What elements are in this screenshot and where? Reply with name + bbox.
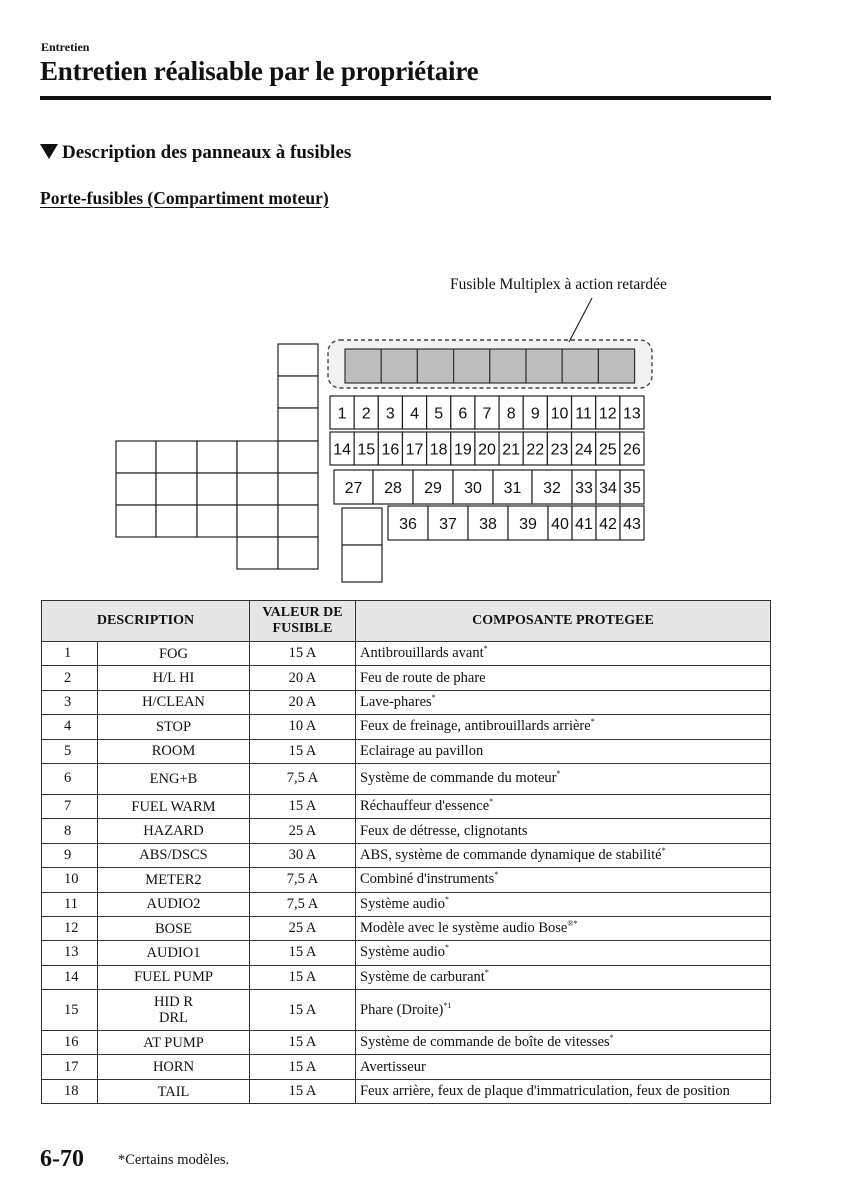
cell-component xyxy=(356,666,771,690)
fuse-number-label: 36 xyxy=(399,516,417,533)
cell-number: 5 xyxy=(42,739,98,763)
fuse-number-label: 40 xyxy=(551,516,569,533)
table-row xyxy=(42,642,771,666)
fuse-number-label: 16 xyxy=(381,441,400,459)
component-text: Réchauffeur d'essence xyxy=(360,798,490,815)
fuse-number-label: 28 xyxy=(384,480,402,497)
cell-number: 16 xyxy=(42,1031,98,1055)
multiplex-fuse-slot xyxy=(562,349,598,383)
component-text: Avertisseur xyxy=(360,1058,426,1075)
relay-slot xyxy=(278,408,318,441)
relay-slot xyxy=(156,441,197,473)
component-text: Feux arrière, feux de plaque d'immatriculation, feux de position xyxy=(360,1083,730,1100)
cell-fuse-name: HORN xyxy=(98,1055,250,1079)
table-row xyxy=(42,666,771,690)
relay-slot xyxy=(237,473,278,505)
header-description: DESCRIPTION xyxy=(42,601,250,642)
header-valeur-line1: VALEUR DE xyxy=(262,605,343,620)
component-text: Combiné d'instruments xyxy=(360,871,495,888)
fuse-number-label: 21 xyxy=(502,441,521,459)
footnote-mark: * xyxy=(590,717,595,727)
cell-component xyxy=(356,739,771,763)
cell-fuse-name: FUEL WARM xyxy=(98,794,250,818)
cell-fuse-name: ABS/DSCS xyxy=(98,843,250,867)
fuse-number-label: 10 xyxy=(550,405,569,423)
cell-fuse-name: AUDIO1 xyxy=(98,941,250,965)
cell-fuse-value: 7,5 A xyxy=(250,892,356,916)
relay-slot xyxy=(156,473,197,505)
cell-number: 18 xyxy=(42,1079,98,1103)
relay-slot xyxy=(278,344,318,376)
cell-number: 14 xyxy=(42,965,98,989)
relay-slot xyxy=(197,473,237,505)
fuse-number-label: 37 xyxy=(439,516,457,533)
cell-component xyxy=(356,1031,771,1055)
fuse-number-label: 24 xyxy=(574,441,593,459)
fuse-number-label: 29 xyxy=(424,480,442,497)
relay-slot xyxy=(156,505,197,537)
fuse-name-line2: DRL xyxy=(159,1010,188,1027)
subheading: Porte-fusibles (Compartiment moteur) xyxy=(40,188,329,208)
table-row xyxy=(42,715,771,739)
footnote-mark: * xyxy=(444,943,449,953)
cell-component xyxy=(356,916,771,940)
fuse-number-label: 42 xyxy=(599,516,617,533)
fuse-number-label: 5 xyxy=(434,405,444,423)
component-text: Modèle avec le système audio Bose xyxy=(360,920,568,937)
table-row xyxy=(42,819,771,843)
cell-number: 2 xyxy=(42,666,98,690)
cell-number: 6 xyxy=(42,763,98,794)
cell-number: 8 xyxy=(42,819,98,843)
footnote-mark: * xyxy=(483,644,488,654)
component-text: Feux de détresse, clignotants xyxy=(360,822,528,839)
component-text: Système audio xyxy=(360,944,445,961)
cell-fuse-name: FUEL PUMP xyxy=(98,965,250,989)
cell-fuse-value: 15 A xyxy=(250,990,356,1031)
cell-component xyxy=(356,941,771,965)
fuse-number-label: 39 xyxy=(519,516,537,533)
table-row xyxy=(42,794,771,818)
fuse-number-label: 2 xyxy=(361,405,371,423)
header-composante: COMPOSANTE PROTEGEE xyxy=(356,601,771,642)
cell-fuse-value: 10 A xyxy=(250,715,356,739)
header-valeur-line2: FUSIBLE xyxy=(272,621,333,636)
fuse-name-line1: HID R xyxy=(153,994,194,1011)
footnote-mark: * xyxy=(431,692,436,702)
relay-slot xyxy=(197,505,237,537)
footnote-mark: * xyxy=(484,967,489,977)
component-text: Lave-phares xyxy=(360,693,432,710)
cell-component xyxy=(356,990,771,1031)
cell-component xyxy=(356,1055,771,1079)
footnote-mark: *1 xyxy=(443,1000,452,1010)
relay-slot xyxy=(237,441,278,473)
cell-fuse-name: H/L HI xyxy=(98,666,250,690)
footnote-mark: * xyxy=(444,894,449,904)
footnote-mark: * xyxy=(489,797,494,807)
section-heading-text: Description des panneaux à fusibles xyxy=(62,142,352,163)
cell-fuse-value: 15 A xyxy=(250,941,356,965)
cell-number: 9 xyxy=(42,843,98,867)
fuse-number-label: 35 xyxy=(623,480,641,497)
fuse-number-label: 34 xyxy=(599,480,617,497)
cell-component xyxy=(356,965,771,989)
cell-component xyxy=(356,763,771,794)
cell-number: 3 xyxy=(42,690,98,714)
component-text: Système de commande de boîte de vitesses xyxy=(360,1034,610,1051)
component-text: ABS, système de commande dynamique de stabilité xyxy=(360,846,662,863)
cell-component xyxy=(356,843,771,867)
relay-slot xyxy=(197,441,237,473)
table-body xyxy=(42,642,771,1104)
footnote-mark: ®* xyxy=(567,919,578,929)
fuse-number-label: 9 xyxy=(530,405,540,423)
fuse-number-label: 38 xyxy=(479,516,497,533)
relay-slot xyxy=(278,537,318,569)
table-row xyxy=(42,990,771,1031)
multiplex-fuse-slot xyxy=(345,349,381,383)
fuse-number-label: 22 xyxy=(526,441,545,459)
cell-fuse-name: ENG+B xyxy=(98,763,250,794)
table-row xyxy=(42,892,771,916)
cell-component xyxy=(356,642,771,666)
fuse-number-label: 18 xyxy=(429,441,448,459)
table-row xyxy=(42,941,771,965)
cell-fuse-value: 15 A xyxy=(250,1031,356,1055)
multiplex-fuse-slot xyxy=(381,349,417,383)
fuse-number-label: 7 xyxy=(482,405,492,423)
cell-fuse-value: 20 A xyxy=(250,690,356,714)
cell-component xyxy=(356,1079,771,1103)
fuse-number-label: 23 xyxy=(550,441,569,459)
multiplex-fuse-slot xyxy=(454,349,490,383)
relay-slot xyxy=(278,441,318,473)
relay-slot xyxy=(278,376,318,408)
fuse-number-label: 11 xyxy=(575,405,592,423)
table-row xyxy=(42,739,771,763)
fuse-number-label: 31 xyxy=(503,480,522,497)
cell-fuse-name: ROOM xyxy=(98,739,250,763)
cell-fuse-value: 15 A xyxy=(250,642,356,666)
footnote-mark: * xyxy=(661,845,666,855)
relay-slot xyxy=(116,473,156,505)
component-text: Système de carburant xyxy=(360,968,485,985)
relay-slot xyxy=(278,473,318,505)
fuse-number-label: 3 xyxy=(385,405,395,423)
multiplex-fuse-slot xyxy=(417,349,453,383)
footnote: *Certains modèles. xyxy=(118,1152,230,1168)
fuse-number-label: 33 xyxy=(575,480,593,497)
table-header-row xyxy=(42,601,771,642)
cell-number: 10 xyxy=(42,868,98,892)
callout-pointer xyxy=(569,298,592,342)
header-valeur xyxy=(250,601,356,642)
cell-fuse-name: FOG xyxy=(98,642,250,666)
component-text: Eclairage au pavillon xyxy=(360,742,484,759)
fuse-number-label: 26 xyxy=(623,441,641,459)
fuse-number-label: 6 xyxy=(458,405,468,423)
component-text: Phare (Droite) xyxy=(360,1001,444,1018)
table-row xyxy=(42,965,771,989)
cell-number: 15 xyxy=(42,990,98,1031)
cell-component xyxy=(356,892,771,916)
multiplex-fuse-slot xyxy=(598,349,634,383)
cell-fuse-name: HAZARD xyxy=(98,819,250,843)
fuse-number-label: 43 xyxy=(623,516,641,533)
cell-fuse-value: 7,5 A xyxy=(250,763,356,794)
fuse-number-label: 30 xyxy=(464,480,482,497)
fuse-number-label: 12 xyxy=(598,405,617,423)
footnote-mark: * xyxy=(556,769,561,779)
cell-number: 17 xyxy=(42,1055,98,1079)
cell-fuse-value: 15 A xyxy=(250,965,356,989)
cell-component xyxy=(356,690,771,714)
cell-fuse-name: BOSE xyxy=(98,916,250,940)
cell-fuse-name: STOP xyxy=(98,715,250,739)
cell-component xyxy=(356,819,771,843)
component-text: Feux de freinage, antibrouillards arrière xyxy=(360,718,591,735)
fuse-number-label: 41 xyxy=(575,516,593,533)
table-row xyxy=(42,868,771,892)
fuse-number-label: 1 xyxy=(337,405,347,423)
cell-fuse-name: TAIL xyxy=(98,1079,250,1103)
cell-number: 11 xyxy=(42,892,98,916)
relay-slot xyxy=(342,545,382,582)
component-text: Système de commande du moteur xyxy=(360,770,557,787)
relay-slot xyxy=(237,505,278,537)
breadcrumb: Entretien xyxy=(41,40,90,54)
cell-fuse-value: 30 A xyxy=(250,843,356,867)
page-number: 6-70 xyxy=(40,1146,84,1172)
table-row xyxy=(42,843,771,867)
relay-slot xyxy=(342,508,382,545)
cell-fuse-name xyxy=(98,990,250,1031)
relay-slot xyxy=(116,505,156,537)
fuse-number-label: 20 xyxy=(478,441,496,459)
cell-fuse-name: METER2 xyxy=(98,868,250,892)
component-text: Feu de route de phare xyxy=(360,669,486,686)
fuse-number-label: 17 xyxy=(405,441,424,459)
fuse-number-label: 8 xyxy=(506,405,516,423)
cell-number: 7 xyxy=(42,794,98,818)
cell-fuse-name: AUDIO2 xyxy=(98,892,250,916)
fuse-number-label: 27 xyxy=(344,480,363,497)
cell-fuse-value: 15 A xyxy=(250,1055,356,1079)
fuse-number-label: 13 xyxy=(623,405,641,423)
fuse-number-label: 14 xyxy=(333,441,351,459)
fuse-number-label: 15 xyxy=(357,441,376,459)
cell-number: 12 xyxy=(42,916,98,940)
footnote-mark: * xyxy=(609,1033,614,1043)
cell-number: 1 xyxy=(42,642,98,666)
cell-fuse-value: 15 A xyxy=(250,739,356,763)
fuse-number-label: 32 xyxy=(543,480,561,497)
footnote-mark: * xyxy=(494,870,499,880)
cell-component xyxy=(356,868,771,892)
multiplex-fuse-slot xyxy=(490,349,526,383)
cell-fuse-value: 25 A xyxy=(250,819,356,843)
cell-fuse-value: 7,5 A xyxy=(250,868,356,892)
table-row xyxy=(42,1079,771,1103)
component-text: Antibrouillards avant xyxy=(360,645,484,662)
component-text: Système audio xyxy=(360,895,445,912)
cell-fuse-value: 25 A xyxy=(250,916,356,940)
relay-slot xyxy=(116,441,156,473)
cell-fuse-value: 20 A xyxy=(250,666,356,690)
cell-fuse-value: 15 A xyxy=(250,1079,356,1103)
fuse-number-label: 19 xyxy=(453,441,472,459)
page-title: Entretien réalisable par le propriétaire xyxy=(40,56,479,86)
table-row xyxy=(42,916,771,940)
table-row xyxy=(42,1031,771,1055)
fuse-number-label: 25 xyxy=(598,441,617,459)
callout-label: Fusible Multiplex à action retardée xyxy=(450,276,667,293)
cell-number: 4 xyxy=(42,715,98,739)
relay-slot xyxy=(237,537,278,569)
fuse-number-label: 4 xyxy=(410,405,419,423)
cell-number: 13 xyxy=(42,941,98,965)
cell-fuse-name: H/CLEAN xyxy=(98,690,250,714)
multiplex-fuse-slot xyxy=(526,349,562,383)
cell-component xyxy=(356,794,771,818)
relay-slot xyxy=(278,505,318,537)
table-row xyxy=(42,1055,771,1079)
cell-fuse-name: AT PUMP xyxy=(98,1031,250,1055)
fuse-table xyxy=(41,600,771,1104)
table-row xyxy=(42,690,771,714)
table-row xyxy=(42,763,771,794)
cell-fuse-value: 15 A xyxy=(250,794,356,818)
cell-component xyxy=(356,715,771,739)
